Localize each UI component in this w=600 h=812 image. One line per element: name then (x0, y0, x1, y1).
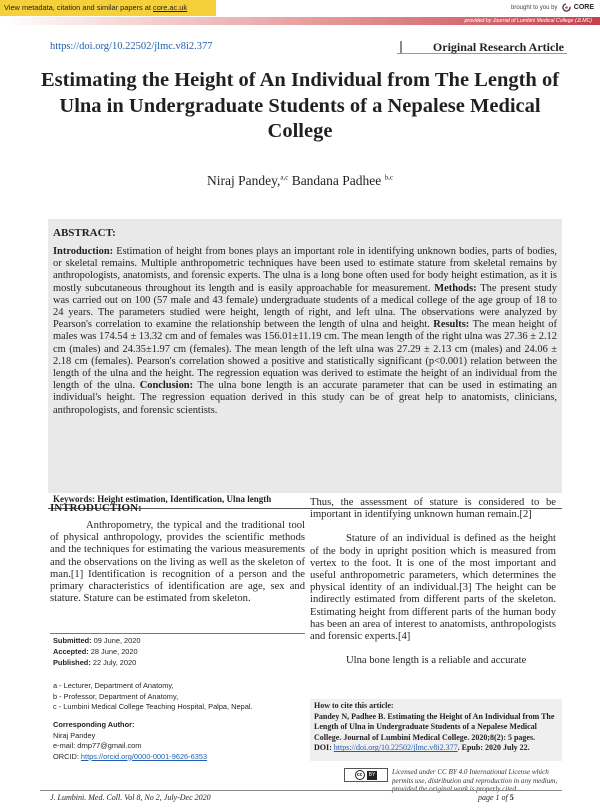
results-label: Results: (433, 319, 470, 331)
intro-paragraph: Anthropometry, the typical and the traditional tool of physical anthropology, provides the scientific methods and the techniques for estimating the various measurements and the observations on the living as well as the skeleton of man.[1] Identification is recognition of a person and the primary characteristics of identification are age, sex and stature. Stature can be estimated from skeleton. (50, 520, 305, 605)
citation-box (310, 699, 562, 761)
keywords: Keywords: Height estimation, Identification, Ulna length (53, 494, 272, 504)
affiliation-item: a - Lecturer, Department of Anatomy, (53, 681, 174, 690)
results-text: The mean height of males was 174.54 ± 13.32 cm and of females was 156.01±11.19 cm. The mean length of the right ulna was 27.36 ± 2.12 cm (males) and 24.35±1.97 cm (females). The mean length of the left ulna was 27.29 ± 2.13 cm (males) and 24.06 ± 2.18 cm (females). Pearson's correlation showed a positive and statistically significant (p<0.001) relation between the length of the ulna and the height. The regression equation was derived to estimate the height of an individual from the length of the ulna. (53, 319, 557, 392)
citation-text: Pandey N, Padhee B. Estimating the Height of An Individual from The Length of Ulna in Undergraduate Students of a Nepalese Medical College. Journal of Lumbini Medical College. 2020;8(2): 5 pages. (314, 711, 555, 742)
footer-page (478, 793, 514, 802)
author-name: Niraj Pandey, (206, 173, 281, 188)
core-brought-by[interactable] (511, 3, 594, 12)
abstract-heading: ABSTRACT: (53, 227, 116, 239)
cc-icon: cc (355, 770, 365, 780)
corresponding-email[interactable]: e-mail: drnp77@gmail.com (53, 741, 142, 751)
conclusion-text: The ulna bone length is an accurate parameter that can be used in estimating an individual's height. The regression equation derived in this study can be of great help to anatomists, clinicians, anthropologists, and forensic scientists. (53, 380, 557, 416)
intro-text: Estimation of height from bones plays an important role in identifying unknown bodies, parts of bodies, or skeletal remains. Multiple anthropometric techniques have been used to estimate stature from skeletal remains by anthropologists, anatomists, and forensic experts. The ulna is a long bone often used for body height estimation, as it is mostly subcutaneous throughout its length and is easily approachable for measurement. (53, 246, 557, 294)
body-paragraph: Stature of an individual is defined as the height of the body in upright position which is measured from vertex to the foot. It is one of the most important and useful anthropometric parameters, which determines the physical identity of an individual.[3] The height can be indirectly estimated from different parts of the skeleton. Estimating height from different parts of the human body has been an area of interest to anatomists, anthropologists and forensic experts.[4] (310, 533, 556, 643)
footer-journal: J. Lumbini. Med. Coll. Vol 8, No 2, July-Dec 2020 (50, 793, 211, 802)
affiliation-item: b - Professor, Department of Anatomy, (53, 691, 179, 701)
core-metadata-bar[interactable] (0, 0, 216, 16)
author-affiliation-marker: a,c (280, 173, 289, 182)
body-paragraph: Thus, the assessment of stature is considered to be important in identifying unknown human remain.[2] (310, 497, 556, 521)
license-text: Licensed under CC BY 4.0 International License which permits use, distribution and reproduction in any medium, (392, 768, 558, 785)
provider-text[interactable]: provided by Journal of Lumbini Medical College (JLMC) (464, 18, 592, 24)
author-list (0, 173, 600, 189)
orcid-label: ORCID: (53, 751, 81, 761)
introduction-heading: INTRODUCTION: (50, 502, 142, 514)
methods-text: The present study was carried out on 100 (57 male and 43 female) undergraduate students of a medical college of the age group of 18 to 24 years. The parameters studied were height, length of right, and left ulna. The observations were analyzed by Pearson's correlation to examine the relationship between the length of ulna and height. (53, 282, 557, 331)
accepted-date: 28 June, 2020 (88, 647, 138, 656)
published-date: 22 July, 2020 (90, 658, 137, 667)
citation-doi-line (314, 743, 558, 754)
citation-epub: . Epub: 2020 July 22. (457, 743, 530, 753)
publication-dates (53, 635, 303, 668)
body-paragraph: Ulna bone length is a reliable and accurate (346, 655, 527, 667)
citation-doi-link[interactable]: https://doi.org/10.22502/jlmc.v8i2.377 (333, 743, 458, 753)
header-doi-link[interactable]: https://doi.org/10.22502/jlmc.v8i2.377 (50, 41, 213, 52)
conclusion-label: Conclusion: (139, 380, 194, 392)
citation-heading: How to cite this article: (314, 701, 394, 710)
cc-by-badge[interactable] (344, 768, 388, 782)
abstract-box (48, 219, 562, 493)
brought-by-text: brought to you by (511, 5, 558, 12)
submitted-date: 09 June, 2020 (91, 636, 141, 645)
header-divider (400, 41, 402, 53)
citation-doi-label: DOI: (314, 743, 334, 753)
corresponding-author (53, 720, 303, 762)
core-logo-name: CORE (573, 4, 594, 11)
paper-title: Estimating the Height of An Individual from The Length of Ulna in Undergraduate Students of a Nepalese Medical College (40, 69, 560, 142)
page-number: 5 (509, 793, 514, 802)
orcid-link[interactable]: https://orcid.org/0000-0001-9626-6353 (80, 751, 208, 761)
corresponding-label: Corresponding Author: (53, 720, 135, 729)
abstract-body (53, 246, 557, 417)
footer-divider (40, 790, 562, 791)
submitted-label: Submitted: (53, 636, 92, 645)
published-label: Published: (53, 658, 91, 667)
dates-divider (50, 633, 305, 634)
core-logo-icon (562, 3, 571, 12)
right-column (310, 497, 556, 679)
core-link[interactable]: core.ac.uk (153, 3, 188, 12)
intro-label: Introduction: (53, 246, 114, 257)
by-icon: BY (368, 771, 376, 778)
accepted-label: Accepted: (53, 647, 89, 656)
core-metadata-text: View metadata, citation and similar papers at (4, 3, 151, 12)
page-of-text: page 1 of (478, 793, 508, 802)
author-affiliation-marker: b,c (384, 173, 394, 182)
methods-label: Methods: (434, 282, 477, 294)
author-name: Bandana Padhee (291, 173, 382, 188)
core-banner (0, 0, 600, 28)
article-type-label: Original Research Article (432, 40, 564, 54)
affiliations (53, 681, 303, 713)
left-column (50, 520, 305, 605)
corresponding-name: Niraj Pandey (53, 730, 96, 740)
affiliation-item: c - Lumbini Medical College Teaching Hospital, Palpa, Nepal. (53, 702, 253, 712)
